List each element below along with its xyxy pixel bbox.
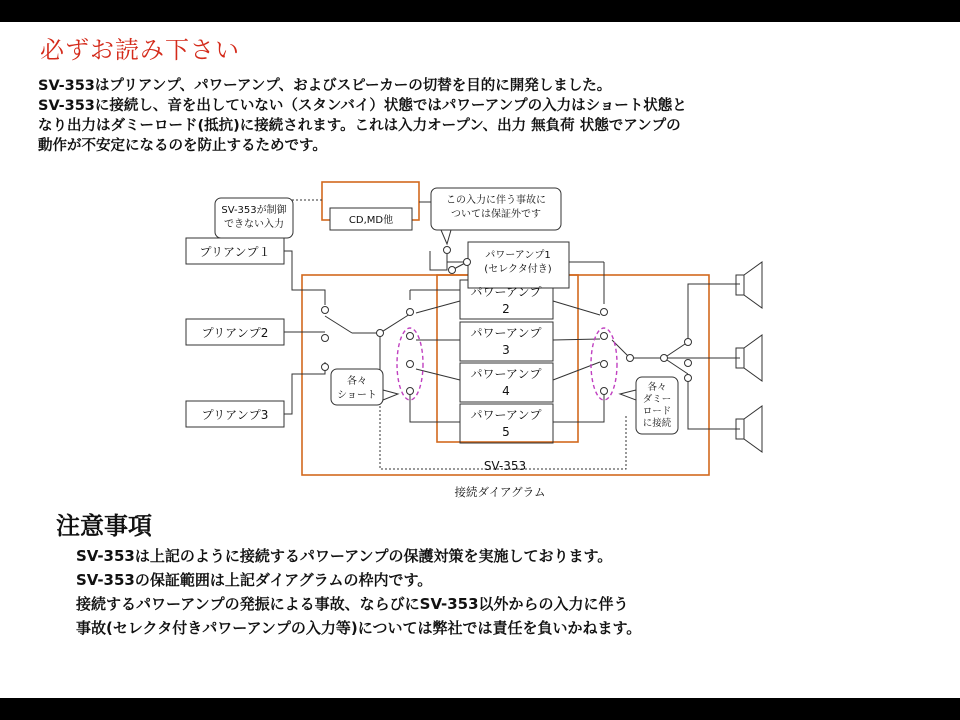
power-amp-5-number: 5 (502, 425, 510, 439)
selector-amp-line: パワーアンプ1 (485, 250, 551, 261)
device-label: SV-353 (483, 459, 527, 473)
power-amp-4-number: 4 (502, 384, 510, 398)
power-amp-2-name: パワーアンプ (470, 285, 542, 299)
note-line: SV-353の保証範囲は上記ダイアグラムの枠内です。 (76, 571, 433, 589)
note-line: 接続するパワーアンプの発振による事故、ならびにSV-353以外からの入力に伴う (76, 595, 629, 613)
short-note-line: ショート (337, 390, 377, 401)
power-amp-5-name: パワーアンプ (470, 408, 542, 422)
document-page (0, 22, 960, 698)
page-title: 必ずお読み下さい (40, 36, 240, 64)
intro-line: SV-353はプリアンプ、パワーアンプ、およびスピーカーの切替を目的に開発しました。 (38, 78, 612, 94)
dummy-note-line: 各々 (647, 382, 667, 393)
uncontrolled-note-line: SV-353が制御 (221, 205, 287, 216)
uncontrolled-note-box (215, 198, 293, 238)
intro-line: SV-353に接続し、音を出していない（スタンバイ）状態ではパワーアンプの入力はショート状態と (38, 98, 687, 114)
notes-title: 注意事項 (56, 512, 152, 540)
uncontrolled-note-line: できない入力 (224, 219, 284, 230)
speaker-1 (736, 262, 762, 308)
power-amp-3-name: パワーアンプ (470, 326, 542, 340)
preamp-2-label: プリアンプ2 (201, 326, 269, 340)
notes-list (76, 544, 936, 640)
dummy-note-line: ロード (642, 406, 672, 417)
preamp-3-label: プリアンプ3 (201, 408, 269, 422)
power-amp-2-number: 2 (502, 302, 510, 316)
intro-line: 動作が不安定になるのを防止するためです。 (38, 138, 327, 154)
preamp-1-label: プリアンプ１ (199, 245, 271, 259)
cd-md-label: CD,MD他 (348, 215, 394, 226)
note-line: SV-353は上記のように接続するパワーアンプの保護対策を実施しております。 (76, 547, 613, 565)
dummy-note-line: に接続 (642, 418, 672, 429)
power-amp-3-number: 3 (502, 343, 510, 357)
warranty-callout-line: ついては保証外です (451, 209, 541, 220)
diagram-caption: 接続ダイアグラム (454, 485, 546, 499)
power-amp-4-name: パワーアンプ (470, 367, 542, 381)
warranty-callout-line: この入力に伴う事故に (446, 195, 546, 206)
short-note-line: 各々 (347, 376, 367, 387)
intro-line: なり出力はダミーロード(抵抗)に接続されます。これは入力オープン、出力 無負荷 状態でアンプの (38, 118, 681, 134)
dummy-note-line: ダミー (642, 394, 672, 405)
note-line: 事故(セレクタ付きパワーアンプの入力等)については弊社では責任を負いかねます。 (76, 619, 642, 637)
selector-amp-line: (セレクタ付き) (484, 264, 552, 275)
